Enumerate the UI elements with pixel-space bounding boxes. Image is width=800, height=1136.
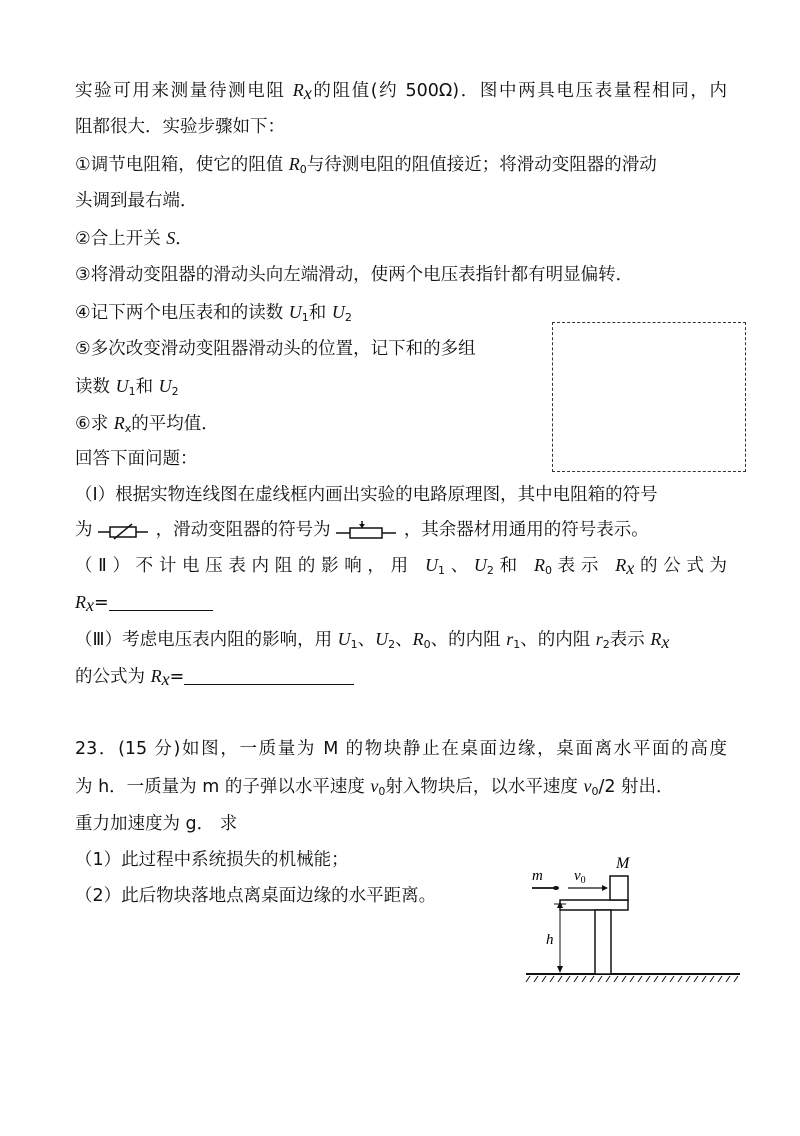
question-2-answer: $R_x=$ — [75, 590, 213, 617]
question-3: （Ⅲ）考虑电压表内阻的影响，用 $U_1$、$U_2$、$R_0$、的内阻 $r_1$、的内阻 $r_2$表示 $R_x$ — [75, 629, 670, 652]
resistance-box-symbol-icon — [98, 521, 150, 548]
step-3: ③将滑动变阻器的滑动头向左端滑动，使两个电压表指针都有明显偏转． — [75, 265, 634, 285]
intro-line-1: 实验可用来测量待测电阻 $R_x$的阻值(约 500Ω)．图中两具电压表量程相同，内 — [75, 80, 728, 103]
problem-23-part-1: （1）此过程中系统损失的机械能； — [75, 850, 349, 870]
intro-line-2: 阻都很大．实验步骤如下： — [75, 117, 285, 137]
step-5-cont: 读数 $U_1$和 $U_2$ — [75, 376, 179, 398]
figure-label-M: M — [616, 855, 630, 872]
answer-below-label: 回答下面问题： — [75, 449, 198, 469]
step-1: ①调节电阻箱，使它的阻值 $R_0$与待测电阻的阻值接近；将滑动变阻器的滑动 — [75, 154, 657, 176]
step-5: ⑤多次改变滑动变阻器滑动头的位置，记下和的多组 — [75, 339, 476, 359]
question-2: （Ⅱ）不计电压表内阻的影响，用 $U_1$、$U_2$和 $R_0$表示 $R_x$的公式为 — [75, 555, 727, 578]
problem-23-line-2: 为 h．一质量为 m 的子弹以水平速度 $v_0$射入物块后，以水平速度 $v_0/2$ 射出． — [75, 776, 674, 798]
problem-23-line-3: 重力加速度为 g． 求 — [75, 814, 238, 834]
question-3-answer: 的公式为 $R_x=$ — [75, 664, 354, 691]
step-2: ②合上开关 S． — [75, 228, 193, 249]
figure-label-m: m — [532, 868, 543, 884]
figure-label-v0: $v_0$ — [574, 868, 586, 886]
bullet-block-figure — [518, 846, 746, 990]
step-1-cont: 头调到最右端． — [75, 191, 198, 211]
step-4: ④记下两个电压表和的读数 $U_1$和 $U_2$ — [75, 302, 352, 324]
circuit-drawing-box — [552, 322, 746, 472]
answer-blank-2[interactable] — [109, 592, 213, 611]
step-6: ⑥求 $R_x$的平均值． — [75, 413, 219, 435]
answer-blank-3[interactable] — [184, 666, 354, 685]
question-1: （I）根据实物连线图在虚线框内画出实验的电路原理图，其中电阻箱的符号 — [75, 485, 658, 505]
question-1-cont: 为 ，滑动变阻器的符号为 ，其余器材用通用的符号表示。 — [75, 518, 649, 548]
figure-label-h: h — [546, 932, 554, 948]
rheostat-symbol-icon — [336, 519, 398, 548]
problem-23-line-1: 23．(15 分)如图，一质量为 M 的物块静止在桌面边缘，桌面离水平面的高度 — [75, 739, 727, 759]
problem-23-part-2: （2）此后物块落地点离桌面边缘的水平距离。 — [75, 886, 437, 906]
